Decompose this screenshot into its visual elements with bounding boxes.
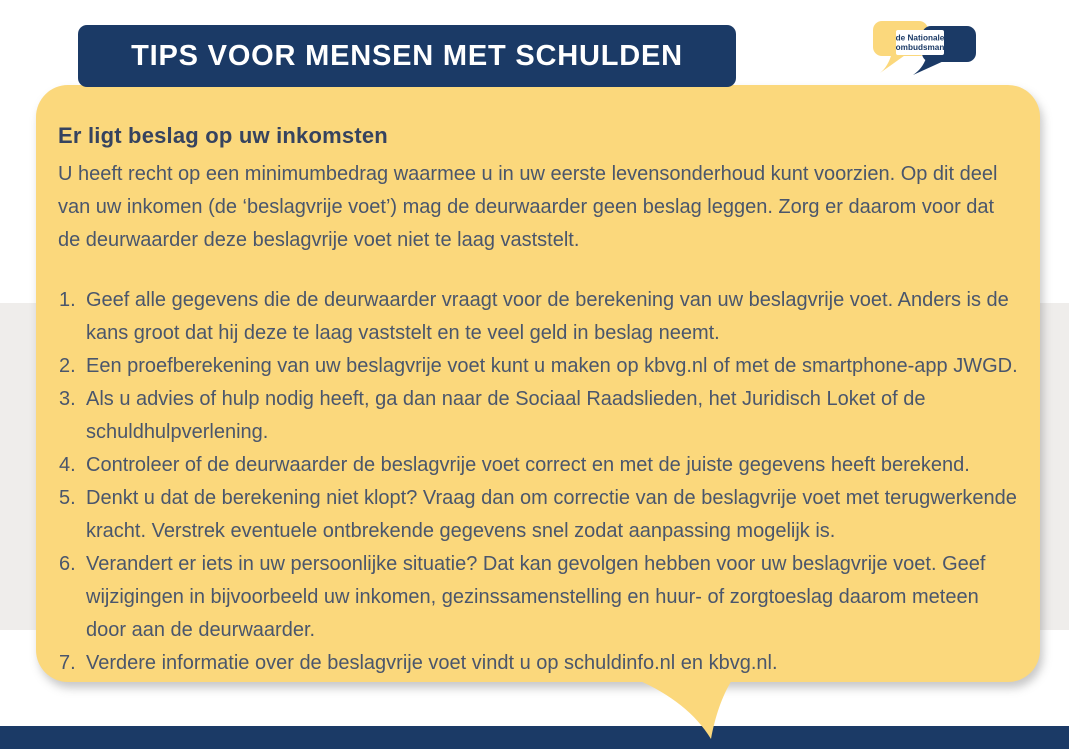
page-title: TIPS VOOR MENSEN MET SCHULDEN <box>131 39 683 72</box>
tip-item: Verandert er iets in uw persoonlijke situatie? Dat kan gevolgen hebben voor uw beslagvrije voet. Geef wijzigingen in bijvoorbeeld uw inkomen, gezinssamenstelling en huur- of zorgtoeslag daarom meteen door aan de deurwaarder. <box>86 553 986 641</box>
tip-item: Verdere informatie over de beslagvrije voet vindt u op schuldinfo.nl en kbvg.nl. <box>86 652 778 674</box>
tip-item: Denkt u dat de berekening niet klopt? Vraag dan om correctie van de beslagvrije voet met terugwerkende kracht. Verstrek eventuele ontbrekende gegevens snel zodat aanpassing mogelijk is. <box>86 487 1017 542</box>
speech-bubble-panel <box>36 85 1040 682</box>
nationale-ombudsman-logo <box>870 12 980 76</box>
logo-text-line2: ombudsman <box>895 43 945 52</box>
footer-bar <box>0 726 1069 749</box>
logo-text-line1: de Nationale <box>895 33 945 43</box>
intro-paragraph: U heeft recht op een minimumbedrag waarmee u in uw eerste levensonderhoud kunt voorzien. Op dit deel van uw inkomen (de ‘beslagvrije voet’) mag de deurwaarder geen beslag leggen. Zorg er daarom voor dat de deurwaarder deze beslagvrije voet niet te laag vaststelt. <box>58 163 998 251</box>
tip-item: Een proefberekening van uw beslagvrije voet kunt u maken op kbvg.nl of met de smartphone-app JWGD. <box>86 355 1018 377</box>
bubble-content <box>58 123 1018 680</box>
tip-item: Als u advies of hulp nodig heeft, ga dan naar de Sociaal Raadslieden, het Juridisch Loket of de schuldhulpverlening. <box>86 388 926 443</box>
header-banner <box>78 25 736 87</box>
tips-list <box>58 284 1018 680</box>
speech-bubbles-logo-icon <box>870 12 980 76</box>
section-heading: Er ligt beslag op uw inkomsten <box>58 123 388 148</box>
tip-item: Controleer of de deurwaarder de beslagvrije voet correct en met de juiste gegevens heeft berekend. <box>86 454 970 476</box>
speech-bubble-tail <box>598 680 738 742</box>
tip-item: Geef alle gegevens die de deurwaarder vraagt voor de berekening van uw beslagvrije voet. Anders is de kans groot dat hij deze te laag vaststelt en te veel geld in beslag neemt. <box>86 289 1009 344</box>
